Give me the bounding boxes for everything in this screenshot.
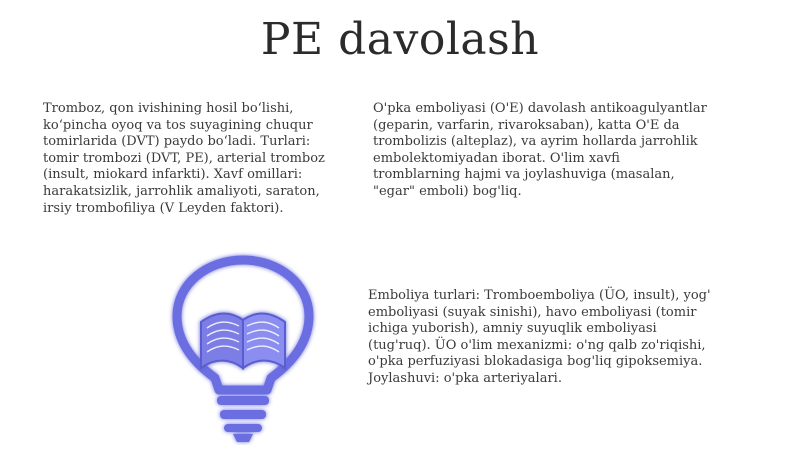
- lightbulb-book-icon: [163, 250, 323, 445]
- left-text-block: Tromboz, qon ivishining hosil bo‘lishi, ko‘pincha oyoq va tos suyagining chuqur tomirlarida (DVT) paydo bo‘ladi. Turlari: tomir trombozi (DVT, PE), arterial tromboz (insult, miokard infarkti). Xavf omillari: harakatsizlik, jarrohlik amaliyoti, saraton, irsiy trombofiliya (V Leyden faktori).: [43, 101, 325, 216]
- slide-title: PE davolash: [260, 14, 540, 65]
- bottom-text-block: Emboliya turlari: Tromboemboliya (ÜO, insult), yog' emboliyasi (suyak sinishi), havo emboliyasi (tomir ichiga yuborish), amniy suyuqlik emboliyasi (tug'ruq). ÜO o'lim mexanizmi: o'ng qalb zo'riqishi, o'pka perfuziyasi blokadasiga bog'liq gipoksemiya. Joylashuvi: o'pka arteriyalari.: [368, 288, 711, 386]
- right-text-block: O'pka emboliyasi (O'E) davolash antikoagulyantlar (geparin, varfarin, rivaroksaban), katta O'E da trombolizis (alteplaz), va ayrim hollarda jarrohlik embolektomiyadan iborat. O'lim xavfi tromblarning hajmi va joylashuviga (masalan, "egar" emboli) bog'liq.: [373, 101, 707, 199]
